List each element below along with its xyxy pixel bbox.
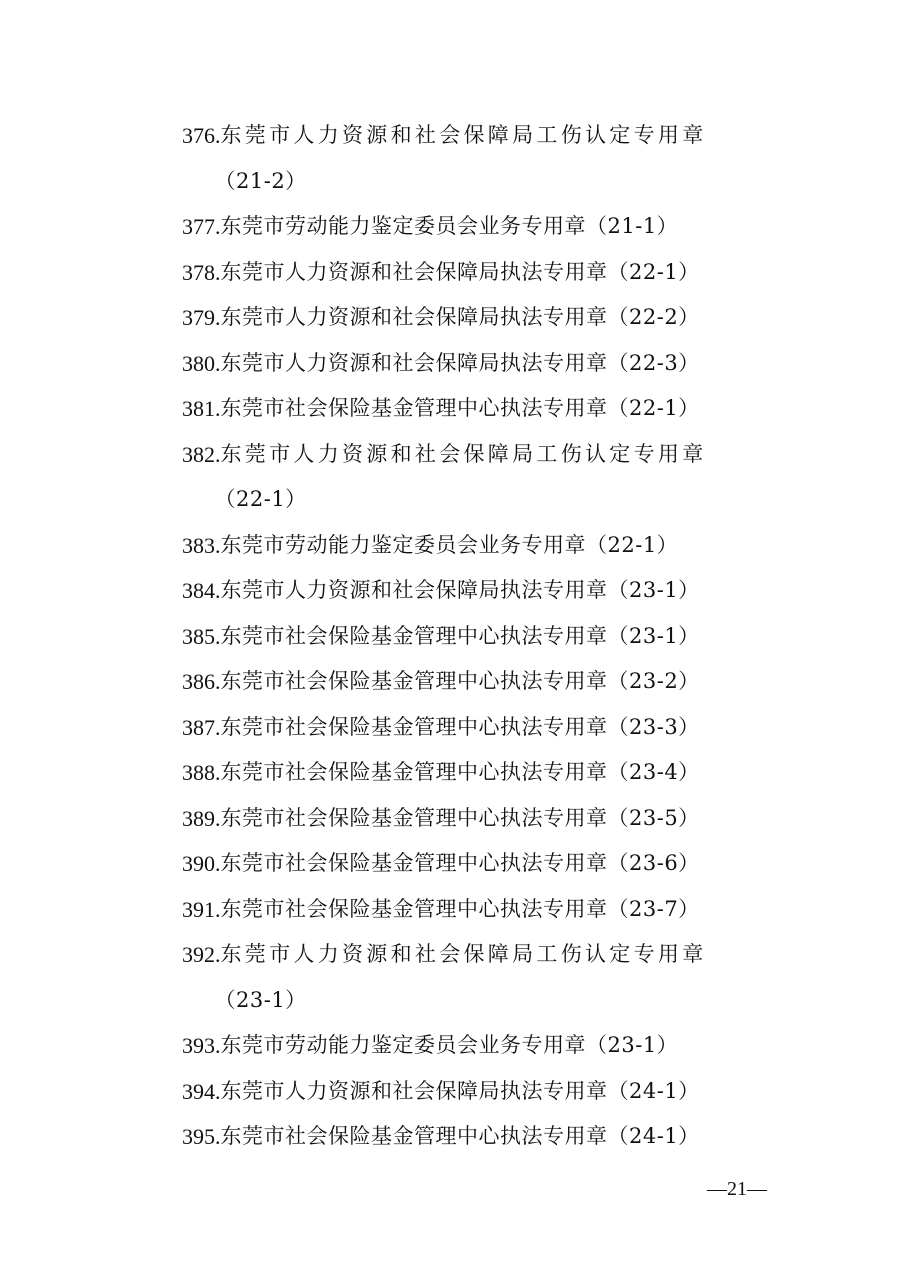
item-text-continuation: （22-1） bbox=[214, 487, 307, 511]
item-text: 东莞市社会保险基金管理中心执法专用章（23-5） bbox=[220, 805, 700, 830]
item-number: 394. bbox=[182, 1078, 221, 1104]
item-number: 384. bbox=[182, 578, 221, 603]
item-text: 东莞市人力资源和社会保障局执法专用章（23-1） bbox=[220, 578, 700, 602]
seal-list bbox=[182, 113, 782, 1160]
item-number: 390. bbox=[182, 851, 221, 876]
list-item bbox=[182, 887, 782, 933]
item-number: 386. bbox=[182, 669, 221, 694]
list-item bbox=[182, 932, 782, 1023]
item-text-block bbox=[214, 932, 783, 1023]
item-text: 东莞市劳动能力鉴定委员会业务专用章（21-1） bbox=[220, 214, 679, 238]
item-text: 东莞市人力资源和社会保障局工伤认定专用章 bbox=[220, 441, 707, 466]
list-item bbox=[182, 523, 782, 569]
item-text: 东莞市人力资源和社会保障局执法专用章（22-3） bbox=[220, 350, 700, 375]
item-number: 388. bbox=[182, 760, 221, 785]
list-item bbox=[182, 204, 782, 250]
list-item bbox=[182, 295, 782, 341]
item-text: 东莞市社会保险基金管理中心执法专用章（23-1） bbox=[220, 623, 700, 648]
list-item bbox=[182, 341, 782, 387]
list-item bbox=[182, 1114, 782, 1160]
page-number: —21— bbox=[707, 1178, 767, 1200]
list-item bbox=[182, 796, 782, 842]
item-text-continuation: （23-1） bbox=[214, 987, 307, 1012]
item-text: 东莞市人力资源和社会保障局执法专用章（24-1） bbox=[220, 1078, 700, 1103]
item-text: 东莞市人力资源和社会保障局执法专用章（22-2） bbox=[220, 305, 700, 329]
list-item bbox=[182, 1023, 782, 1069]
item-text: 东莞市社会保险基金管理中心执法专用章（23-4） bbox=[220, 760, 700, 784]
item-text: 东莞市劳动能力鉴定委员会业务专用章（22-1） bbox=[220, 532, 679, 557]
item-number: 380. bbox=[182, 350, 221, 376]
item-text: 东莞市人力资源和社会保障局执法专用章（22-1） bbox=[220, 259, 700, 284]
item-number: 392. bbox=[182, 942, 221, 967]
item-number: 395. bbox=[182, 1124, 221, 1149]
item-number: 383. bbox=[182, 532, 221, 558]
item-text: 东莞市社会保险基金管理中心执法专用章（23-7） bbox=[220, 896, 700, 921]
item-text: 东莞市劳动能力鉴定委员会业务专用章（23-1） bbox=[220, 1033, 679, 1057]
item-number: 391. bbox=[182, 896, 221, 922]
list-item bbox=[182, 432, 782, 523]
item-number: 377. bbox=[182, 214, 221, 239]
list-item bbox=[182, 659, 782, 705]
item-number: 379. bbox=[182, 305, 221, 330]
item-text: 东莞市社会保险基金管理中心执法专用章（23-2） bbox=[220, 669, 700, 693]
item-number: 385. bbox=[182, 623, 221, 649]
item-text-block bbox=[214, 432, 783, 523]
item-number: 381. bbox=[182, 396, 221, 421]
item-text: 东莞市人力资源和社会保障局工伤认定专用章 bbox=[220, 942, 707, 966]
item-number: 382. bbox=[182, 441, 221, 467]
list-item bbox=[182, 250, 782, 296]
item-text-block bbox=[214, 113, 783, 204]
list-item bbox=[182, 614, 782, 660]
item-text: 东莞市社会保险基金管理中心执法专用章（23-3） bbox=[220, 714, 700, 739]
list-item bbox=[182, 113, 782, 204]
list-item bbox=[182, 1069, 782, 1115]
item-number: 376. bbox=[182, 123, 221, 148]
item-number: 378. bbox=[182, 259, 221, 285]
item-text: 东莞市社会保险基金管理中心执法专用章（23-6） bbox=[220, 851, 700, 875]
item-text: 东莞市社会保险基金管理中心执法专用章（24-1） bbox=[220, 1124, 700, 1148]
item-number: 389. bbox=[182, 805, 221, 831]
item-number: 387. bbox=[182, 714, 221, 740]
list-item bbox=[182, 568, 782, 614]
item-text: 东莞市人力资源和社会保障局工伤认定专用章 bbox=[220, 123, 707, 147]
item-text-continuation: （21-2） bbox=[214, 168, 307, 193]
list-item bbox=[182, 841, 782, 887]
list-item bbox=[182, 705, 782, 751]
item-text: 东莞市社会保险基金管理中心执法专用章（22-1） bbox=[220, 396, 700, 420]
list-item bbox=[182, 750, 782, 796]
item-number: 393. bbox=[182, 1033, 221, 1058]
list-item bbox=[182, 386, 782, 432]
